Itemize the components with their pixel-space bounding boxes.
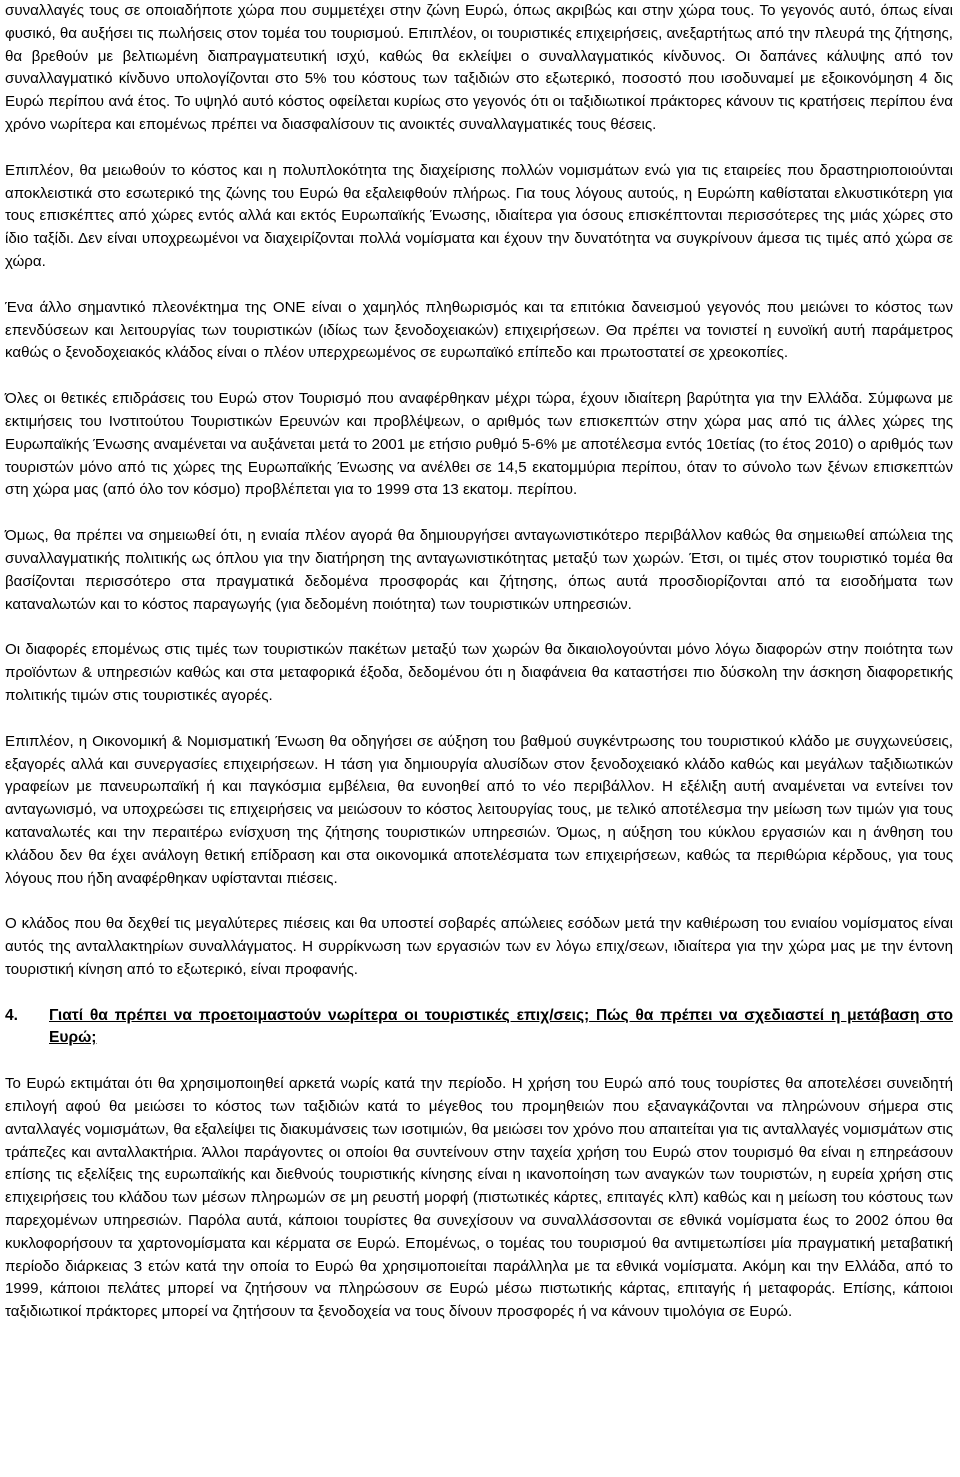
paragraph-7: Επιπλέον, η Οικονομική & Νομισματική Ένωση θα οδηγήσει σε αύξηση του βαθμού συγκέντρωσης του τουριστικού κλάδο με συγχωνεύσεις, εξαγορές αλλά και συνεργασίες επιχειρήσεων. Η τάση για δημιουργία αλυσίδων στον ξενοδοχειακό κλάδο καθώς και μεγάλων ταξιδιωτικών γραφείων με πανευρωπαϊκή ή και παγκόσμια εμβέλεια, θα ευνοηθεί από το νέο περιβάλλον. Η εξέλιξη αυτή αναμένεται να εντείνει τον ανταγωνισμό, να υποχρεώσει τις επιχειρήσεις να μειώσουν το κόστος λειτουργίας τους, με τελικό αποτέλεσμα την μείωση των τιμών για τους καταναλωτές και την περαιτέρω ενίσχυση της ζήτησης τουριστικών υπηρεσιών. Όμως, η αύξηση του κύκλου εργασιών και η άνθηση του κλάδου δεν θα έχει ανάλογη θετική επίδραση και στα οικονομικά αποτελέσματα των επιχειρήσεων, καθώς τα περιθώρια κέρδους, για τους λόγους που ήδη αναφέρθηκαν υφίστανται πιέσεις. xyxy=(5,732,953,887)
paragraph-gap xyxy=(5,502,953,525)
paragraph-gap xyxy=(5,1050,953,1073)
paragraph-gap xyxy=(5,890,953,913)
section-heading xyxy=(5,1005,953,1051)
closing-paragraph: Το Ευρώ εκτιμάται ότι θα χρησιμοποιηθεί αρκετά νωρίς κατά την περίοδο. Η χρήση του Ευρώ από τους τουρίστες θα αποτελέσει συνειδητή επιλογή αφού θα μειώσει το κόστος των ταξιδιών κατά το μέγεθος του προμηθειών που εξαναγκάζονται να πληρώνουν σήμερα στις ανταλλαγές νομισμάτων, θα εξαλείψει τις διακυμάνσεις των ισοτιμιών, θα μειώσει τον χρόνο που απαιτείται για τις ανταλλαγές νομισμάτων στις τράπεζες και ανταλλακτήρια. Άλλοι παράγοντες οι οποίοι θα συντείνουν στην ταχεία χρήση του Ευρώ στον τουρισμό θα είναι η επηρεάσουν επίσης τις εξελίξεις της ευρωπαϊκής και διεθνούς τουριστικής κίνησης είναι η ικανοποίηση των αναγκών των τουριστών, η ευρεία χρήση στις επιχειρήσεις του κλάδου των μέσων πληρωμών σε μη ρευστή μορφή (πιστωτικές κάρτες, επιταγές κλπ) καθώς και η μείωση του κόστους των παρεχομένων υπηρεσιών. Παρόλα αυτά, κάποιοι τουρίστες θα συνεχίσουν να συναλλάσσονται σε εθνικά νομίσματα έως το 2002 όπου θα κυκλοφορήσουν τα χαρτονομίσματα και κέρματα σε Ευρώ. Επομένως, ο τομέας του τουρισμού θα αντιμετωπίσει μία πραγματική μεταβατική περίοδο διάρκειας 3 ετών κατά την οποία το Ευρώ θα χρησιμοποιείται παράλληλα με τα εθνικά νομίσματα. Ακόμη και την Ελλάδα, από το 1999, κάποιοι πελάτες μπορεί να ζητήσουν να πληρώσουν σε Ευρώ μέσω πιστωτικής κάρτας, επιταγής ή μεταφοράς. Επίσης, κάποιοι ταξιδιωτικοί πράκτορες μπορεί να ζητήσουν τα ξενοδοχεία να τους δίνουν προσφορές ή να κάνουν τιμολόγια σε Ευρώ. xyxy=(5,1075,953,1321)
section-number: 4. xyxy=(5,1006,19,1024)
paragraph-gap xyxy=(5,982,953,1005)
paragraph-8: Ο κλάδος που θα δεχθεί τις μεγαλύτερες πιέσεις και θα υποστεί σοβαρές απώλειες εσόδων μετά την καθιέρωση του ενιαίου νομίσματος είναι αυτός της ανταλλακτηρίων συναλλάγματος. Η συρρίκνωση των εργασιών των εν λόγω επιχ/σεων, ιδιαίτερα για την χώρα μας με την έντονη τουριστική κίνηση από το εξωτερικό, είναι προφανής. xyxy=(5,915,953,978)
paragraph-gap xyxy=(5,708,953,731)
paragraph-3: Ένα άλλο σημαντικό πλεονέκτημα της ΟΝΕ είναι ο χαμηλός πληθωρισμός και τα επιτόκια δανεισμού γεγονός που μειώνει το κόστος των επενδύσεων και λειτουργίας των τουριστικών (ιδίως των ξενοδοχειακών) επιχειρήσεων. Θα πρέπει να τονιστεί η ευνοϊκή αυτή παράμετρος καθώς ο ξενοδοχειακός κλάδος είναι ο πλέον υπερχρεωμένος σε ευρωπαϊκό επίπεδο και πρωτοστατεί σε χρεοκοπίες. xyxy=(5,298,953,362)
paragraph-gap xyxy=(5,365,953,388)
paragraph-gap xyxy=(5,274,953,297)
paragraph-1: συναλλαγές τους σε οποιαδήποτε χώρα που συμμετέχει στην ζώνη Ευρώ, όπως ακριβώς και στην χώρα τους. Το γεγονός αυτό, όπως είναι φυσικό, θα αυξήσει τις πωλήσεις στον τομέα του τουρισμού. Επιπλέον, οι τουριστικές επιχειρήσεις, ανεξαρτήτως από την πλευρά της ζήτησης, θα βρεθούν με βελτιωμένη διαπραγματευτική ισχύ, καθώς θα εκλείψει ο συναλλαγματικός κίνδυνος. Οι δαπάνες κάλυψης από τον συναλλαγματικό κίνδυνο υπολογίζονται στο 5% του κόστους των ταξιδιών στο εξωτερικό, ποσοστό που ισοδυναμεί με εξοικονόμηση 4 δις Ευρώ περίπου ανά έτος. Το υψηλό αυτό κόστος οφείλεται κυρίως στο γεγονός ότι οι ταξιδιωτικοί πράκτορες κάνουν τις κρατήσεις περίπου ένα χρόνο νωρίτερα και επομένως πρέπει να διασφαλίσουν τις ανοικτές συναλλαγματικές τους θέσεις. xyxy=(5,2,953,133)
section-title: Γιατί θα πρέπει να προετοιμαστούν νωρίτερα οι τουριστικές επιχ/σεις; Πώς θα πρέπει να σχεδιαστεί η μετάβαση στο Ευρώ; xyxy=(49,1006,953,1047)
paragraph-2: Επιπλέον, θα μειωθούν το κόστος και η πολυπλοκότητα της διαχείρισης πολλών νομισμάτων ενώ για τις εταιρείες που δραστηριοποιούνται αποκλειστικά στο εσωτερικό της ζώνης του Ευρώ θα εξαλειφθούν πλήρως. Για τους λόγους αυτούς, η Ευρώπη καθίσταται ελκυστικότερη για τους επισκέπτες από χώρες εντός αλλά και εκτός Ευρωπαϊκής Ένωσης, ιδιαίτερα για όσους επισκέπτονται περισσότερες της μιάς χώρες στο ίδιο ταξίδι. Δεν είναι υποχρεωμένοι να διαχειρίζονται πολλά νομίσματα και έχουν την δυνατότητα να συγκρίνουν άμεσα τις τιμές από χώρα σε χώρα. xyxy=(5,161,953,270)
paragraph-4: Όλες οι θετικές επιδράσεις του Ευρώ στον Τουρισμό που αναφέρθηκαν μέχρι τώρα, έχουν ιδιαίτερη βαρύτητα για την Ελλάδα. Σύμφωνα με εκτιμήσεις του Ινστιτούτου Τουριστικών Ερευνών και προβλέψεων, ο αριθμός των επισκεπτών στην χώρα μας από τις άλλες χώρες της Ευρωπαϊκής Ένωσης αναμένεται να αυξάνεται μετά το 2001 με ετήσιο ρυθμό 5-6% με αποτέλεσμα εντός 10ετίας (το έτος 2010) ο αριθμός των τουριστών μόνο από τις χώρες της Ευρωπαϊκής Ένωσης να ανέλθει σε 14,5 εκατομμύρια περίπου, όταν το σύνολο των ξένων επισκεπτών στη χώρα μας (από όλο τον κόσμο) προβλέπεται για το 1999 στα 13 εκατομ. περίπου. xyxy=(5,390,953,499)
paragraph-5: Όμως, θα πρέπει να σημειωθεί ότι, η ενιαία πλέον αγορά θα δημιουργήσει ανταγωνιστικότερο περιβάλλον καθώς θα σημειωθεί απώλεια της συναλλαγματικής πολιτικής ως όπλου για την διατήρηση της ανταγωνιστικότητας μεταξύ των χωρών. Έτσι, οι τιμές στον τουριστικό τομέα θα βασίζονται περισσότερο στα πραγματικά δεδομένα προσφοράς και ζήτησης, όπως αυτά προσδιορίζονται από τα εισοδήματα των καταναλωτών και το κόστος παραγωγής (για δεδομένη ποιότητα) των τουριστικών υπηρεσιών. xyxy=(5,527,953,613)
paragraph-gap xyxy=(5,137,953,160)
paragraph-6: Οι διαφορές επομένως στις τιμές των τουριστικών πακέτων μεταξύ των χωρών θα δικαιολογούνται μόνο λόγω διαφορών στην ποιότητα των προϊόντων & υπηρεσιών καθώς και στα μεταφορικά έξοδα, δεδομένου ότι η διαφάνεια θα καταστήσει πιο δύσκολη την άσκηση διαφορετικής πολιτικής τιμών στις τουριστικές αγορές. xyxy=(5,641,953,704)
paragraph-gap xyxy=(5,616,953,639)
